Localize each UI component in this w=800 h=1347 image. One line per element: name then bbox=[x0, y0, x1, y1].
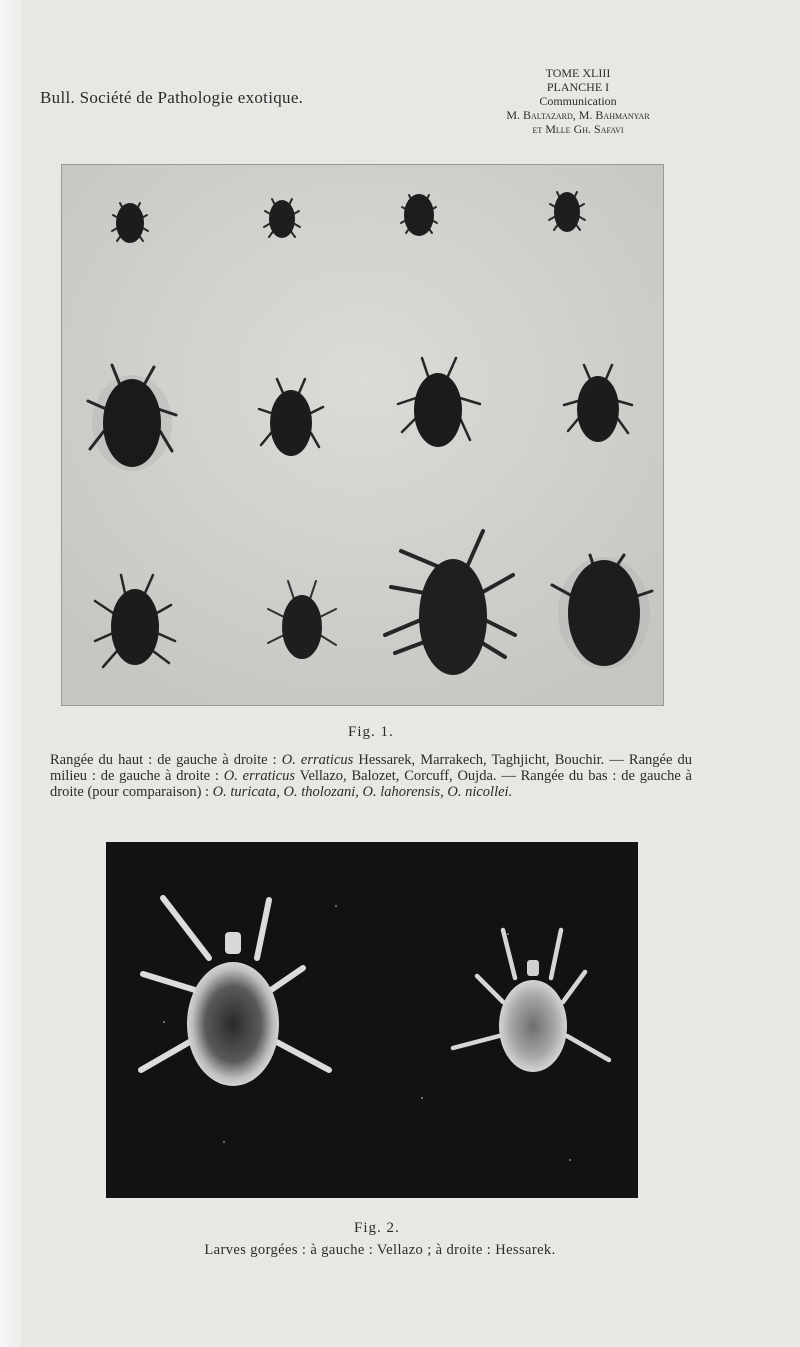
communication-label: Communication bbox=[539, 94, 617, 108]
authors-line-2: et Mlle Gh. Safavi bbox=[532, 122, 624, 136]
caption-1-part-1: Rangée du haut : de gauche à droite : bbox=[50, 752, 282, 768]
figure-1-caption bbox=[50, 752, 692, 800]
figure-2-photograph bbox=[106, 842, 638, 1198]
journal-title: Bull. Société de Pathologie exotique. bbox=[40, 88, 304, 107]
page-edge bbox=[0, 0, 22, 1347]
figure-1-photograph bbox=[61, 164, 664, 706]
figure-2-caption: Larves gorgées : à gauche : Vellazo ; à droite : Hessarek. bbox=[204, 1242, 556, 1258]
caption-1-part-2: Hessarek, Marrakech, Taghjicht, Bouchir. — Rangée du milieu : de gauche à droite : bbox=[50, 752, 692, 784]
caption-1-part-3: Vellazo, Balozet, Corcuff, Oujda. — Rangée du bas : de gauche à droite (pour comparaison) : bbox=[50, 768, 692, 800]
tome-label: TOME XLIII bbox=[545, 66, 611, 80]
figure-1-label: Fig. 1. bbox=[348, 724, 394, 740]
figure-2-label: Fig. 2. bbox=[354, 1220, 400, 1236]
authors-line-1: M. Baltazard, M. Bahmanyar bbox=[506, 108, 650, 122]
planche-label: PLANCHE I bbox=[546, 80, 610, 94]
caption-1-species-1: O. erraticus bbox=[281, 752, 354, 768]
caption-1-species-3: O. turicata, O. tholozani, O. lahorensis, O. nicollei. bbox=[212, 784, 513, 800]
caption-1-species-2: O. erraticus bbox=[223, 768, 296, 784]
plate-info bbox=[468, 66, 688, 136]
